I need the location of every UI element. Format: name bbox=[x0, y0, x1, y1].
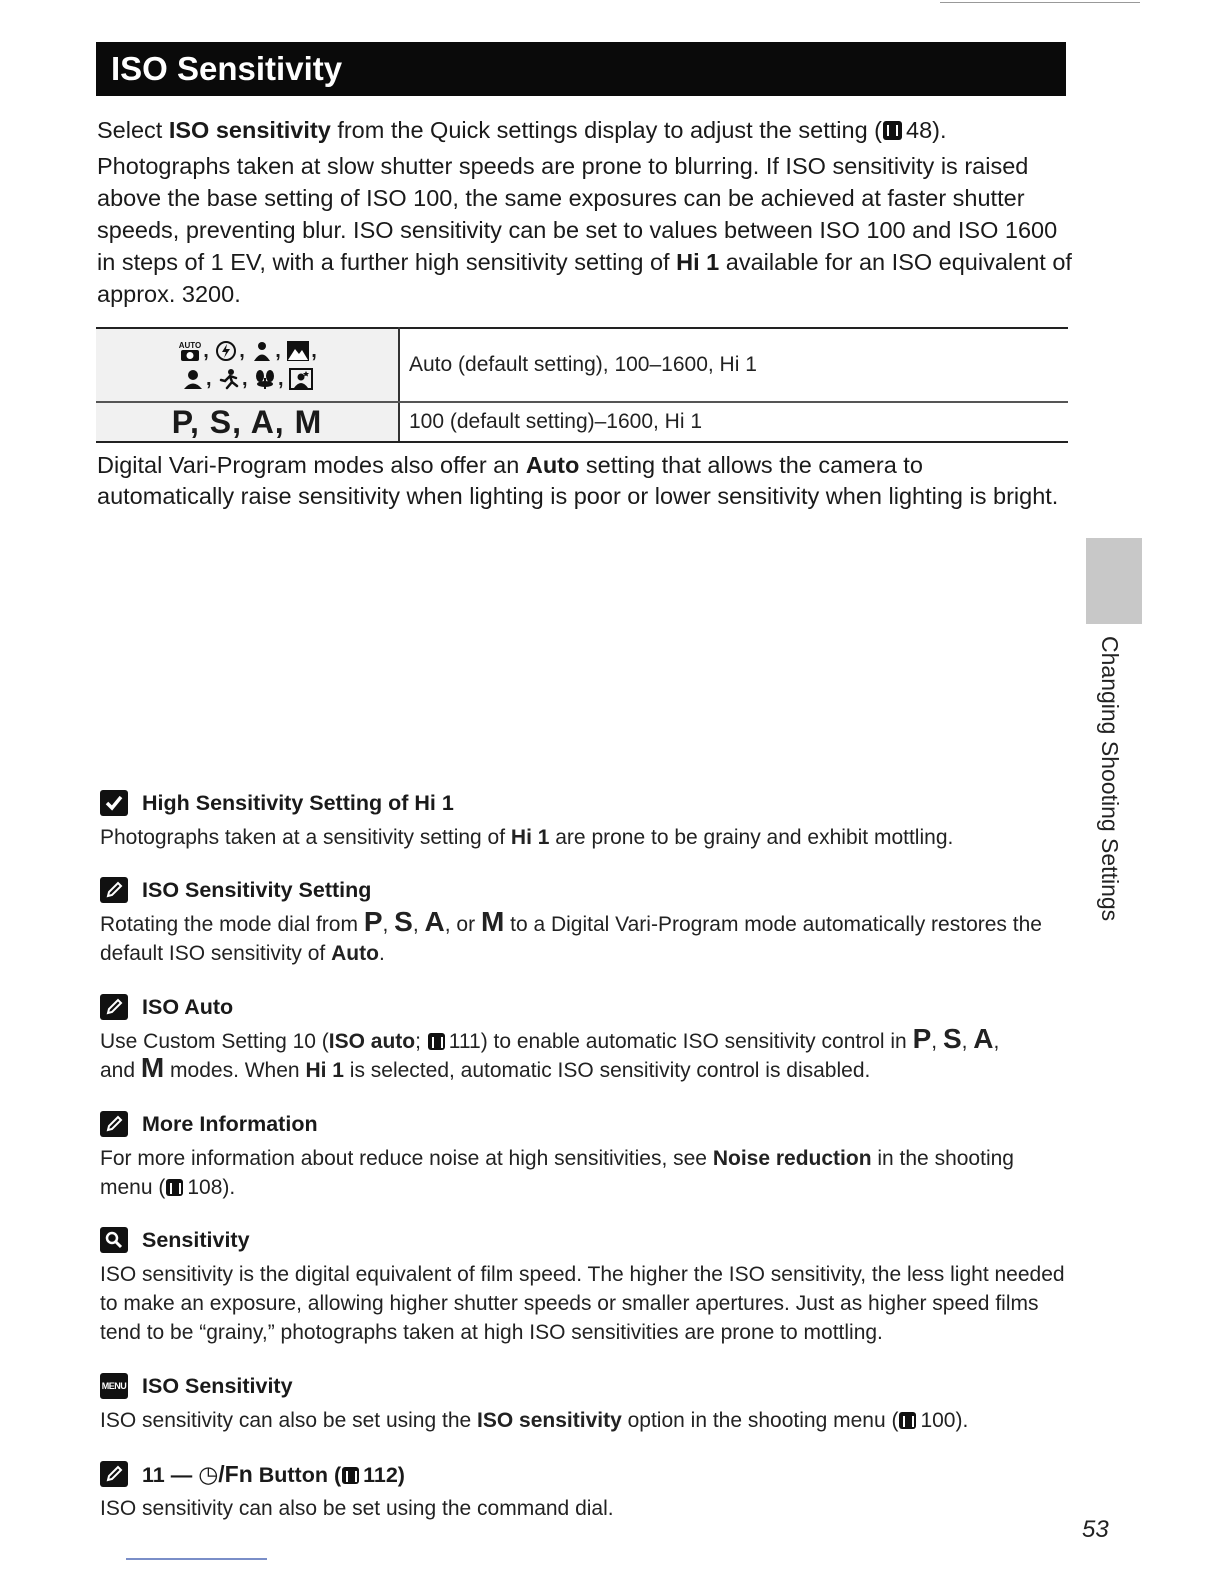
table-row bbox=[96, 402, 1068, 442]
book-reference-icon bbox=[166, 1179, 183, 1196]
note-sensitivity: Sensitivity ISO sensitivity is the digital equivalent of film speed. The higher the ISO sensitivity, the less light needed to make an exposure, allowing higher shutter speeds or smaller apertures. Just as higher speed films tend to be “grainy,” photographs taken at high ISO sensitivities are prone to mottling. bbox=[100, 1227, 1065, 1344]
magnifier-icon bbox=[100, 1227, 128, 1253]
pencil-note-icon bbox=[100, 877, 128, 903]
psam-modes-value: 100 (default setting)–1600, Hi 1 bbox=[399, 402, 1068, 442]
auto-mode-icon bbox=[178, 340, 202, 362]
note-title: More Information bbox=[142, 1111, 318, 1136]
book-reference-icon bbox=[899, 1412, 916, 1429]
note-more-information: More Information For more information about reduce noise at high sensitivities, see Noise reduction in the shooting menu ( 108). bbox=[100, 1111, 1014, 1199]
note-title: ISO Sensitivity bbox=[142, 1373, 293, 1398]
note-title: Sensitivity bbox=[142, 1227, 250, 1252]
psam-modes-label: P, S, A, M bbox=[96, 402, 399, 442]
note-fn-button: 11 — ◷/Fn Button ( 112) ISO sensitivity can also be set using the command dial. bbox=[100, 1460, 614, 1520]
chapter-tab bbox=[1086, 538, 1142, 624]
intro-paragraph-1: Select ISO sensitivity from the Quick settings display to adjust the setting ( 48). bbox=[97, 117, 947, 143]
close-up-icon bbox=[253, 368, 277, 390]
note-hi1: High Sensitivity Setting of Hi 1 Photographs taken at a sensitivity setting of Hi 1 are prone to be grainy and exhibit mottling. bbox=[100, 790, 954, 849]
book-reference-icon bbox=[342, 1467, 359, 1484]
portrait-icon bbox=[250, 340, 274, 362]
top-rule bbox=[940, 2, 1140, 3]
intro-text bbox=[97, 114, 1072, 310]
pencil-note-icon bbox=[100, 994, 128, 1020]
note-iso-auto: ISO Auto Use Custom Setting 10 (ISO auto; 111) to enable automatic ISO sensitivity control in P, S, A, and M modes. When Hi 1 is selected, automatic ISO sensitivity control is disabled. bbox=[100, 994, 1000, 1083]
child-icon bbox=[181, 368, 205, 390]
caution-icon bbox=[100, 790, 128, 816]
note-title: ISO Sensitivity Setting bbox=[142, 877, 372, 902]
note-iso-setting: ISO Sensitivity Setting Rotating the mode dial from P, S, A, or M to a Digital Vari-Program mode automatically restores the default ISO sensitivity of Auto. bbox=[100, 877, 1042, 965]
intro-paragraph-2: Photographs taken at slow shutter speeds are prone to blurring. If ISO sensitivity is raised above the base setting of ISO 100, the same exposures can be achieved at faster shutter speeds, preventing blur. ISO sensitivity can be set to values between ISO 100 and ISO 1600 in steps of 1 EV, with a further high sensitivity setting of Hi 1 available for an ISO equivalent of approx. 3200. bbox=[97, 153, 1072, 307]
chapter-label: Changing Shooting Settings bbox=[1097, 636, 1123, 922]
flash-off-icon bbox=[214, 340, 238, 362]
auto-modes-value: Auto (default setting), 100–1600, Hi 1 bbox=[399, 328, 1068, 402]
table-row bbox=[96, 328, 1068, 402]
note-title: High Sensitivity Setting of Hi 1 bbox=[142, 790, 454, 815]
page-title: ISO Sensitivity bbox=[96, 42, 1066, 96]
book-reference-icon bbox=[428, 1033, 445, 1050]
after-table-text: Digital Vari-Program modes also offer an Auto setting that allows the camera to automatically raise sensitivity when lighting is poor or lower sensitivity when lighting is bright. bbox=[97, 452, 1059, 509]
landscape-icon bbox=[286, 340, 310, 362]
sports-icon bbox=[217, 368, 241, 390]
note-menu-iso: MENU ISO Sensitivity ISO sensitivity can also be set using the ISO sensitivity option in the shooting menu ( 100). bbox=[100, 1373, 969, 1432]
book-reference-icon bbox=[883, 121, 902, 140]
page-number: 53 bbox=[1082, 1516, 1109, 1543]
menu-icon: MENU bbox=[100, 1373, 128, 1399]
pencil-note-icon bbox=[100, 1461, 128, 1487]
note-title: ISO Auto bbox=[142, 994, 234, 1019]
bottom-rule bbox=[126, 1558, 267, 1560]
note-title: 11 — ◷/Fn Button ( 112) bbox=[142, 1460, 405, 1487]
night-portrait-icon bbox=[289, 368, 313, 390]
svg-text:AUTO: AUTO bbox=[178, 340, 202, 350]
iso-settings-table bbox=[96, 327, 1068, 443]
scene-mode-icons-cell: AUTO , , , , , , , bbox=[96, 328, 399, 402]
pencil-note-icon bbox=[100, 1111, 128, 1137]
